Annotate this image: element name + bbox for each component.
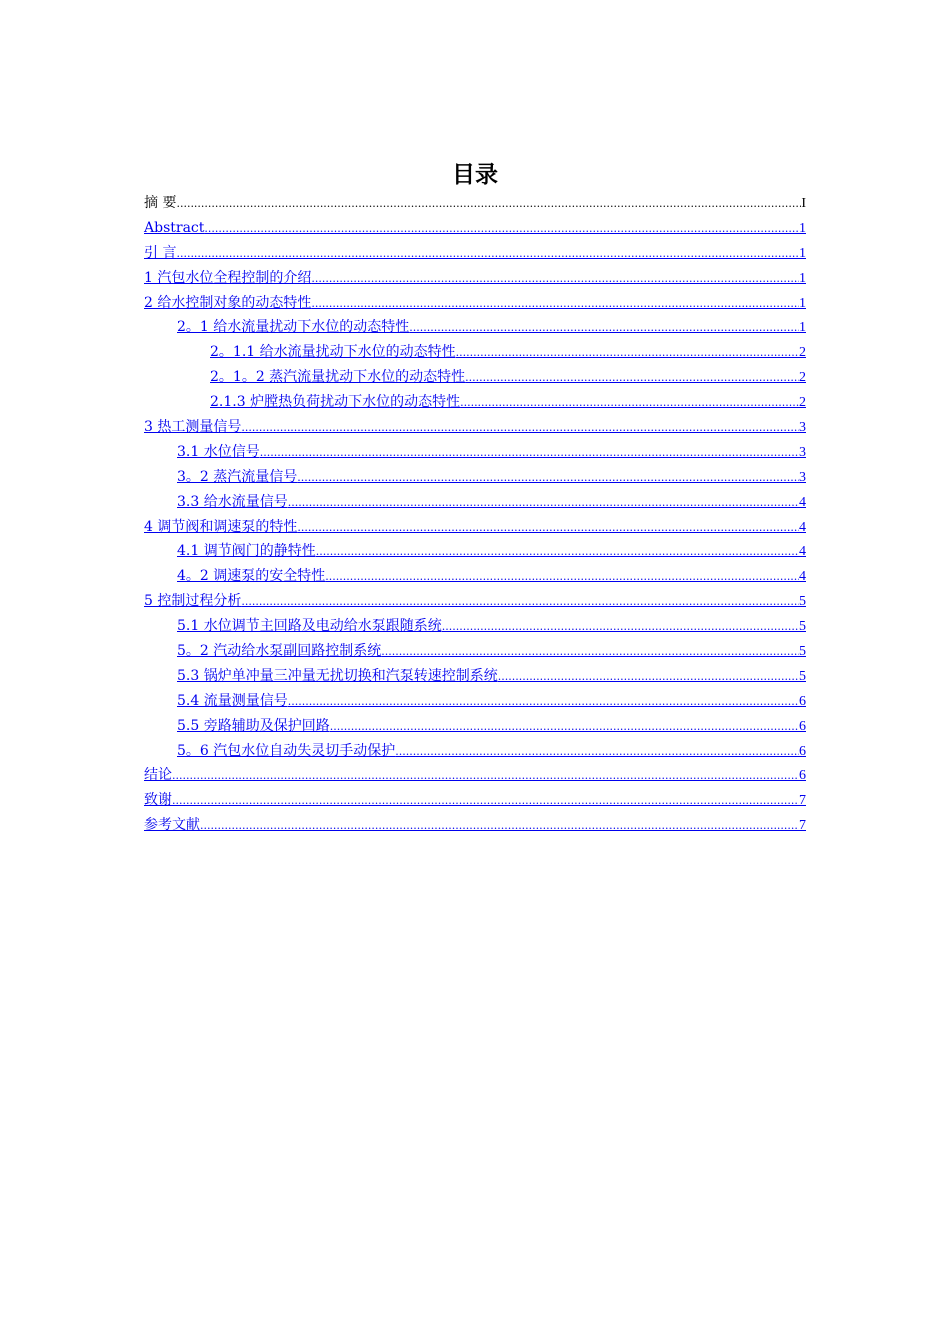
toc-dot-leader <box>288 491 799 516</box>
toc-dot-leader <box>395 740 799 765</box>
toc-dot-leader <box>442 615 799 640</box>
toc-entry-title: 2 给水控制对象的动态特性 <box>144 294 312 311</box>
toc-entry[interactable] <box>144 390 806 415</box>
toc-entry-title: 引 言 <box>144 244 177 261</box>
toc-entry-page-number: 2 <box>799 345 806 361</box>
toc-entry-title: 5 控制过程分析 <box>144 593 242 610</box>
toc-entry-page-number: 6 <box>799 768 806 784</box>
toc-dot-leader <box>241 590 799 615</box>
toc-dot-leader <box>260 441 799 466</box>
toc-entry-page-number: 1 <box>799 320 806 336</box>
toc-entry-page-number: 6 <box>799 718 806 734</box>
toc-entry[interactable] <box>144 639 806 664</box>
toc-entry-page-number: 6 <box>799 743 806 759</box>
toc-entry[interactable] <box>144 465 806 490</box>
toc-dot-leader <box>288 690 799 715</box>
toc-dot-leader <box>325 565 799 590</box>
toc-entry-title: 2。1.1 给水流量扰动下水位的动态特性 <box>210 344 456 361</box>
toc-entry-page-number: 1 <box>799 245 806 261</box>
toc-entry[interactable] <box>144 216 806 241</box>
toc-entry[interactable] <box>144 515 806 540</box>
toc-entry-title: 2。1 给水流量扰动下水位的动态特性 <box>177 319 410 336</box>
toc-entry-page-number: 1 <box>799 270 806 286</box>
toc-entry-title: 4.1 调节阀门的静特性 <box>177 543 316 560</box>
toc-entry-page-number: I <box>801 196 806 211</box>
toc-dot-leader <box>297 466 799 491</box>
toc-entry-page-number: 4 <box>799 544 806 560</box>
toc-dot-leader <box>176 192 801 217</box>
toc-entry-title: 2。1。2 蒸汽流量扰动下水位的动态特性 <box>210 369 466 386</box>
toc-entry-title: 5.3 锅炉单冲量三冲量无扰切换和汽泵转速控制系统 <box>177 667 498 684</box>
toc-entry[interactable] <box>144 813 806 838</box>
toc-entry[interactable] <box>144 365 806 390</box>
toc-entry[interactable] <box>144 539 806 564</box>
toc-entry-title: 4 调节阀和调速泵的特性 <box>144 518 298 535</box>
toc-dot-leader <box>204 217 799 242</box>
toc-dot-leader <box>297 516 799 541</box>
toc-entry-title: 5。2 汽动给水泵副回路控制系统 <box>177 643 382 660</box>
toc-dot-leader <box>381 640 799 665</box>
toc-entry[interactable] <box>144 291 806 316</box>
toc-entry[interactable] <box>144 664 806 689</box>
toc-entry <box>144 191 806 216</box>
toc-entry[interactable] <box>144 739 806 764</box>
toc-entry-page-number: 7 <box>799 818 806 834</box>
toc-dot-leader <box>465 366 799 391</box>
page-title: 目录 <box>452 162 498 188</box>
toc-entry-title: Abstract <box>144 219 205 236</box>
table-of-contents <box>144 191 806 838</box>
toc-entry[interactable] <box>144 714 806 739</box>
toc-dot-leader <box>409 316 799 341</box>
toc-dot-leader <box>460 391 799 416</box>
toc-dot-leader <box>200 814 799 839</box>
toc-dot-leader <box>172 789 799 814</box>
toc-entry-title: 5.5 旁路辅助及保护回路 <box>177 717 330 734</box>
toc-entry-title: 2.1.3 炉膛热负荷扰动下水位的动态特性 <box>210 394 461 411</box>
toc-entry-title: 3.1 水位信号 <box>177 443 260 460</box>
toc-dot-leader <box>176 242 799 267</box>
toc-entry[interactable] <box>144 490 806 515</box>
toc-entry-title: 5.1 水位调节主回路及电动给水泵跟随系统 <box>177 618 442 635</box>
toc-dot-leader <box>498 665 799 690</box>
toc-entry-title: 5。6 汽包水位自动失灵切手动保护 <box>177 742 396 759</box>
toc-entry-page-number: 7 <box>799 793 806 809</box>
toc-entry-page-number: 2 <box>799 395 806 411</box>
toc-entry[interactable] <box>144 440 806 465</box>
toc-entry-page-number: 4 <box>799 519 806 535</box>
toc-entry-title: 4。2 调速泵的安全特性 <box>177 568 326 585</box>
toc-entry-title: 结论 <box>144 767 172 784</box>
toc-entry[interactable] <box>144 788 806 813</box>
toc-entry-page-number: 5 <box>799 594 806 610</box>
toc-entry[interactable] <box>144 689 806 714</box>
toc-entry-page-number: 5 <box>799 619 806 635</box>
toc-entry-page-number: 2 <box>799 370 806 386</box>
toc-dot-leader <box>172 764 799 789</box>
toc-entry-page-number: 3 <box>799 420 806 436</box>
toc-entry-page-number: 6 <box>799 693 806 709</box>
toc-entry-page-number: 1 <box>799 220 806 236</box>
toc-dot-leader <box>241 416 799 441</box>
toc-entry[interactable] <box>144 315 806 340</box>
toc-entry-page-number: 3 <box>799 444 806 460</box>
toc-dot-leader <box>311 267 799 292</box>
toc-entry-title: 5.4 流量测量信号 <box>177 692 288 709</box>
toc-entry-title: 致谢 <box>144 792 172 809</box>
toc-entry-title: 3。2 蒸汽流量信号 <box>177 468 298 485</box>
toc-entry-page-number: 4 <box>799 569 806 585</box>
toc-entry[interactable] <box>144 564 806 589</box>
toc-entry[interactable] <box>144 266 806 291</box>
toc-entry-page-number: 3 <box>799 469 806 485</box>
toc-entry[interactable] <box>144 415 806 440</box>
toc-entry-page-number: 1 <box>799 295 806 311</box>
toc-dot-leader <box>311 292 799 317</box>
toc-entry[interactable] <box>144 589 806 614</box>
toc-entry-title: 摘 要 <box>144 195 177 211</box>
toc-entry[interactable] <box>144 340 806 365</box>
toc-dot-leader <box>456 341 799 366</box>
toc-entry[interactable] <box>144 241 806 266</box>
toc-entry-page-number: 5 <box>799 668 806 684</box>
toc-entry-title: 3.3 给水流量信号 <box>177 493 288 510</box>
toc-entry-title: 1 汽包水位全程控制的介绍 <box>144 269 312 286</box>
toc-entry-page-number: 5 <box>799 644 806 660</box>
toc-entry[interactable] <box>144 763 806 788</box>
toc-entry[interactable] <box>144 614 806 639</box>
toc-dot-leader <box>316 540 799 565</box>
toc-entry-title: 参考文献 <box>144 817 200 834</box>
toc-dot-leader <box>330 715 799 740</box>
toc-entry-title: 3 热工测量信号 <box>144 419 242 436</box>
toc-entry-page-number: 4 <box>799 494 806 510</box>
